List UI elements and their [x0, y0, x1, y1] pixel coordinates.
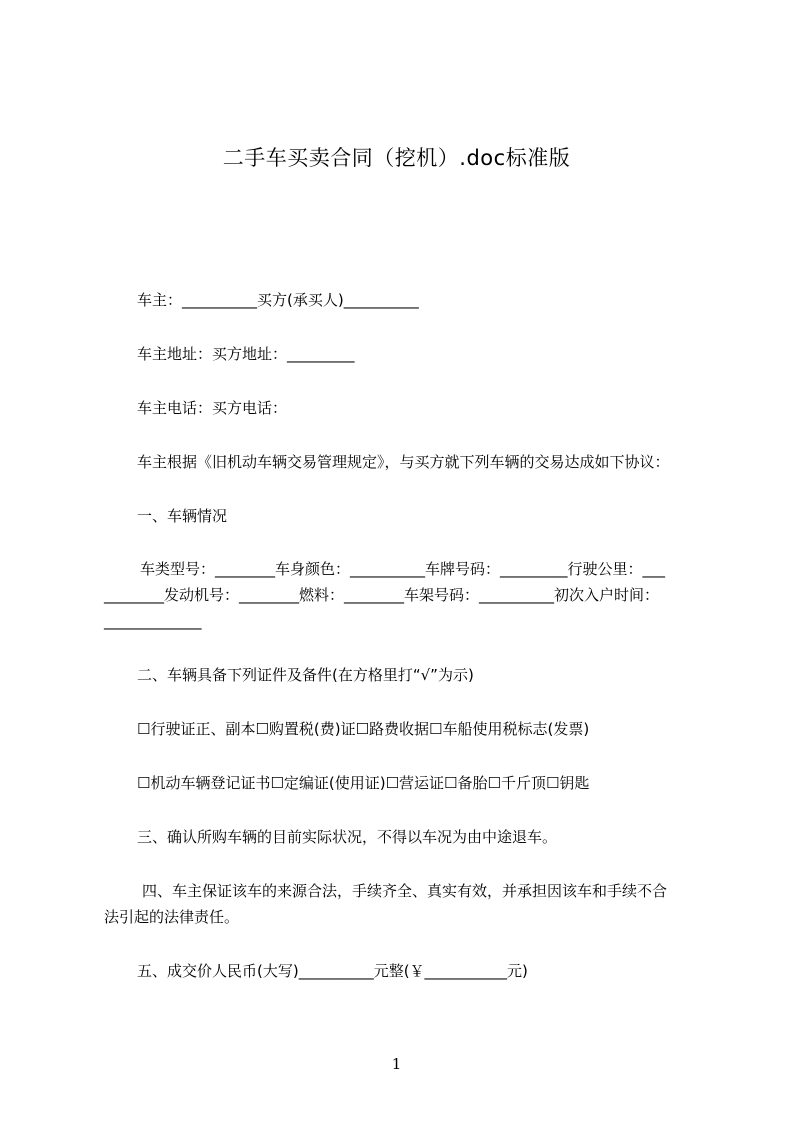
- vehicle-info-line-2: ________发动机号：________燃料：________车架号码：__________初次入户时间：: [104, 586, 660, 604]
- owner-buyer-line: 车主：__________买方(承买人)__________: [137, 291, 419, 309]
- section-5: 五、成交价人民币(大写)__________元整(￥___________元): [137, 962, 528, 980]
- vehicle-info-line-1: 车类型号：________车身颜色：__________车牌号码：_________行驶公里：___: [140, 560, 666, 578]
- vehicle-info-line-3: _____________: [104, 612, 202, 630]
- document-title: 二手车买卖合同（挖机）.doc标准版: [222, 146, 571, 170]
- documents-checklist-2: ☐机动车辆登记证书☐定编证(使用证)☐营运证☐备胎☐千斤顶☐钥匙: [137, 774, 590, 792]
- agreement-intro: 车主根据《旧机动车辆交易管理规定》，与买方就下列车辆的交易达成如下协议：: [137, 453, 670, 471]
- section-2-heading: 二、车辆具备下列证件及备件(在方格里打“√”为示): [137, 666, 474, 684]
- section-1-heading: 一、车辆情况: [137, 507, 228, 525]
- phone-line: 车主电话：买方电话：: [137, 399, 288, 417]
- section-4-line-1: 四、车主保证该车的来源合法，手续齐全、真实有效，并承担因该车和手续不合: [142, 882, 668, 900]
- section-4-line-2: 法引起的法律责任。: [104, 908, 240, 926]
- address-line: 车主地址：买方地址：_________: [137, 345, 355, 363]
- section-3: 三、确认所购车辆的目前实际状况，不得以车况为由中途退车。: [137, 828, 558, 846]
- documents-checklist-1: ☐行驶证正、副本☐购置税(费)证☐路费收据☐车船使用税标志(发票): [137, 720, 590, 738]
- page-number: 1: [391, 1055, 402, 1073]
